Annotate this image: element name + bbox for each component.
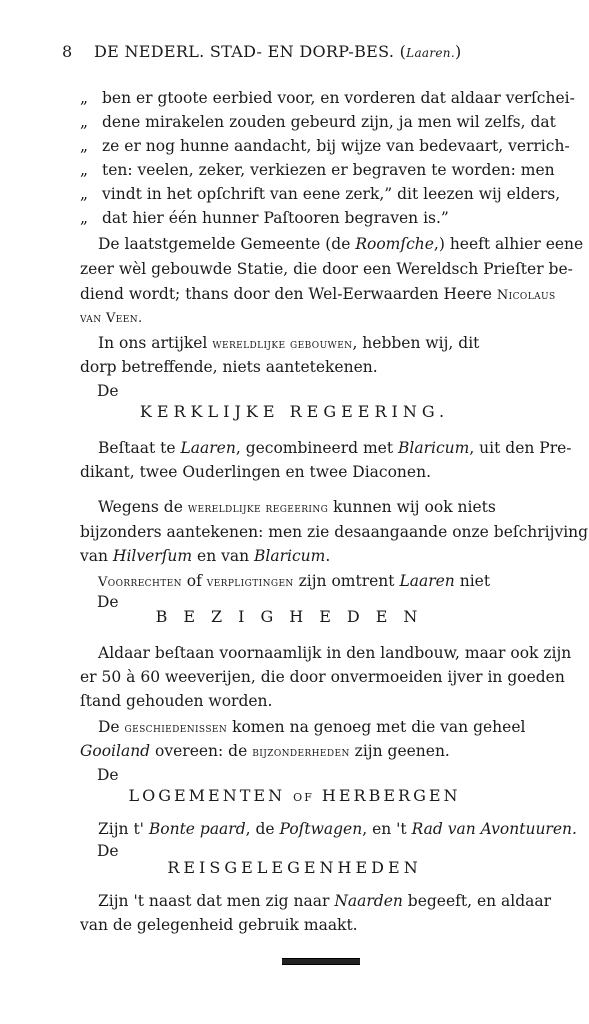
section-heading: KERKLIJKE REGEERING. — [139, 402, 450, 421]
quote-line: „ ze er nog hunne aandacht, bij wijze van bedevaart, verrich- — [80, 137, 570, 155]
paragraph-line: dorp betreffende, niets aantetekenen. — [80, 358, 378, 376]
quote-line: „ ten: veelen, zeker, verkiezen er begraven te worden: men — [80, 161, 555, 179]
paragraph-line: bijzonders aantekenen: men zie desaangaande onze beſchrijving — [80, 523, 589, 541]
paragraph-line: van Veen. — [80, 311, 143, 326]
paragraph-line: er 50 à 60 weeverijen, die door onvermoeiden ijver in goeden — [80, 668, 565, 686]
paragraph-line: Beſtaat te Laaren, gecombineerd met Blaricum, uit den Pre- — [98, 439, 572, 457]
paragraph-line: De geschiedenissen komen na genoeg met die van geheel — [98, 718, 526, 736]
paragraph-line: dikant, twee Ouderlingen en twee Diaconen. — [80, 463, 431, 481]
catchword: De — [97, 842, 119, 860]
paragraph-line: De laatstgemelde Gemeente (de Roomſche,) heeft alhier eene — [98, 235, 584, 253]
catchword: De — [97, 593, 119, 611]
running-header: 8 DE NEDERL. STAD- EN DORP-BES. (Laaren.) — [62, 42, 462, 61]
section-heading: BEZIGHEDEN — [155, 607, 434, 626]
ornamental-rule — [282, 958, 360, 965]
quote-line: „ vindt in het opſchrift van eene zerk,” dit leezen wij elders, — [80, 185, 561, 203]
paragraph-line: diend wordt; thans door den Wel-Eerwaarden Heere Nicolaus — [80, 285, 556, 303]
paragraph-line: Aldaar beſtaan voornaamlijk in den landbouw, maar ook zijn — [98, 644, 572, 662]
paragraph-line: Zijn t' Bonte paard, de Poſtwagen, en 't Rad van Avontuuren. — [98, 820, 577, 838]
header-location: Laaren. — [406, 46, 455, 60]
quote-line: „ dat hier één hunner Paſtooren begraven is.” — [80, 209, 449, 227]
catchword: De — [97, 382, 119, 400]
paragraph-line: van Hilverſum en van Blaricum. — [80, 547, 331, 565]
paragraph-line: Gooiland overeen: de bijzonderheden zijn geenen. — [80, 742, 450, 760]
paragraph-line: Zijn 't naast dat men zig naar Naarden begeeft, en aldaar — [98, 892, 552, 910]
quote-line: „ ben er gtoote eerbied voor, en vorderen dat aldaar verſchei- — [80, 89, 575, 107]
quote-line: „ dene mirakelen zouden gebeurd zijn, ja men wil zelfs, dat — [80, 113, 556, 131]
catchword: De — [97, 766, 119, 784]
section-heading: LOGEMENTEN OF HERBERGEN — [128, 786, 461, 805]
running-title: DE NEDERL. STAD- EN DORP-BES. — [94, 42, 395, 61]
paragraph-line: van de gelegenheid gebruik maakt. — [80, 916, 358, 934]
paragraph-line: Voorrechten of verpligtingen zijn omtrent Laaren niet — [98, 572, 491, 590]
paragraph-line: In ons artijkel wereldlijke gebouwen, hebben wij, dit — [98, 334, 480, 352]
page-number: 8 — [62, 42, 73, 61]
paragraph-line: Wegens de wereldlijke regeering kunnen wij ook niets — [98, 498, 496, 516]
section-heading: REISGELEGENHEDEN — [167, 858, 422, 877]
paragraph-line: zeer wèl gebouwde Statie, die door een Wereldsch Prieſter be- — [80, 260, 573, 278]
paragraph-line: ſtand gehouden worden. — [80, 692, 273, 710]
